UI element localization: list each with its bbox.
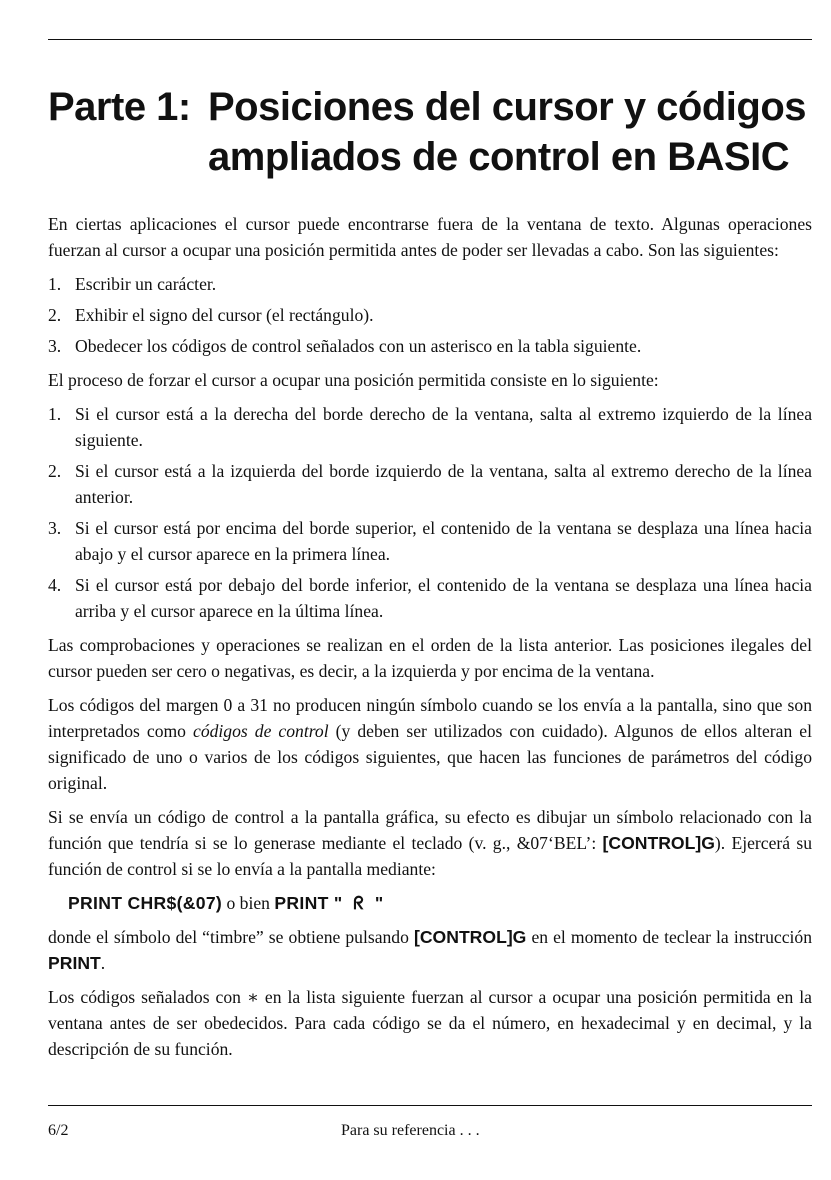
final-paragraph: Los códigos señalados con ∗ en la lista siguiente fuerzan al cursor a ocupar una posición permitida en la ventana antes de ser obedecidos. Para cada código se da el número, en hexadecimal y en decimal, y la descripción de su función.	[48, 987, 812, 1059]
print-keyword: PRINT	[48, 953, 101, 973]
footer-section: Para su referencia . . .	[341, 1122, 480, 1139]
control-g-key: [CONTROL]G	[413, 927, 527, 947]
codes-paragraph: Los códigos del margen 0 a 31 no producen ningún símbolo cuando se los envía a la pantalla, sino que son interpretados como códigos de control (y deben ser utilizados con cuidado). Algunos de ellos alteran el significado de uno o varios de los códigos siguientes, que hacen las funciones de parámetros del código original.	[48, 695, 813, 793]
process-list	[48, 401, 812, 624]
code-example: PRINT CHR$(&07) o bien PRINT " ᖇ "	[48, 890, 812, 916]
bell-paragraph: donde el símbolo del “timbre” se obtiene pulsando [CONTROL]G en el momento de teclear la instrucción PRINT.	[48, 927, 812, 973]
page-number: 6/2	[48, 1122, 69, 1139]
intro-paragraph: En ciertas aplicaciones el cursor puede encontrarse fuera de la ventana de texto. Algunas operaciones fuerzan al cursor a ocupar una posición permitida antes de poder ser llevadas a cabo. Son las siguientes:	[48, 214, 812, 260]
code-command-2: PRINT " ᖇ "	[274, 893, 383, 913]
control-g-key: [CONTROL]G	[602, 833, 715, 853]
part-label: Parte 1:	[48, 85, 191, 129]
checks-paragraph: Las comprobaciones y operaciones se realizan en el orden de la lista anterior. Las posiciones ilegales del cursor pueden ser cero o negativas, es decir, a la izquierda y por encima de la ventana.	[48, 635, 812, 681]
graphic-paragraph: Si se envía un código de control a la pantalla gráfica, su efecto es dibujar un símbolo relacionado con la función que tendría si se lo generase mediante el teclado (v. g., &07‘BEL’: [CONTROL]G). Ejercerá su función de control si se lo envía a la pantalla mediante:	[48, 807, 812, 879]
list-item: 4. Si el cursor está por debajo del borde inferior, el contenido de la ventana se desplaza una línea hacia arriba y el cursor aparece en la última línea.	[48, 575, 812, 621]
bottom-rule	[48, 1105, 812, 1106]
list-item: 3. Obedecer los códigos de control señalados con un asterisco en la tabla siguiente.	[48, 336, 642, 356]
code-command-1: PRINT CHR$(&07)	[68, 893, 223, 913]
list-item: 1. Escribir un carácter.	[48, 274, 217, 294]
list-item: 2. Exhibir el signo del cursor (el rectángulo).	[48, 305, 374, 325]
list-item: 3. Si el cursor está por encima del borde superior, el contenido de la ventana se desplaza una línea hacia abajo y el cursor aparece en la primera línea.	[48, 518, 812, 564]
top-rule	[48, 39, 812, 40]
operations-list	[48, 271, 812, 359]
bell-icon: ᖇ	[353, 893, 365, 913]
title-line-1: Posiciones del cursor y códigos	[208, 85, 807, 129]
control-codes-term: códigos de control	[193, 721, 329, 741]
title-line-2: ampliados de control en BASIC	[208, 135, 790, 179]
body-text	[48, 211, 812, 1070]
process-intro: El proceso de forzar el cursor a ocupar una posición permitida consiste en lo siguiente:	[48, 370, 659, 390]
list-item: 2. Si el cursor está a la izquierda del borde izquierdo de la ventana, salta al extremo derecho de la línea anterior.	[48, 461, 812, 507]
list-item: 1. Si el cursor está a la derecha del borde derecho de la ventana, salta al extremo izquierdo de la línea siguiente.	[48, 404, 812, 450]
